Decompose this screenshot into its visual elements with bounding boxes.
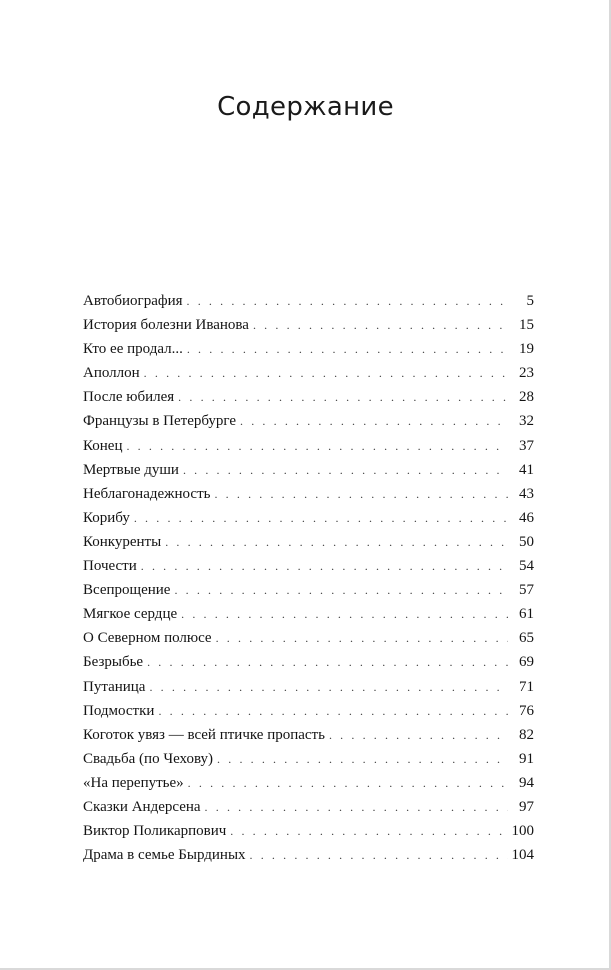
toc-dot-leader (216, 626, 508, 650)
toc-entry-title: Виктор Поликарпович (83, 823, 227, 840)
toc-dot-leader (205, 795, 508, 819)
toc-entry (83, 313, 534, 337)
toc-entry (83, 626, 534, 650)
toc-entry-page-number: 94 (519, 774, 534, 791)
toc-entry-page-number: 76 (519, 702, 534, 719)
toc-entry (83, 771, 534, 795)
toc-entry-title: Свадьба (по Чехову) (83, 750, 214, 767)
toc-dot-leader (183, 458, 508, 482)
toc-entry (83, 675, 534, 699)
toc-dot-leader (187, 289, 508, 313)
toc-entry-title: Почести (83, 558, 137, 575)
toc-dot-leader (329, 723, 508, 747)
toc-dot-leader (230, 819, 507, 843)
toc-entry-page-number: 23 (519, 365, 534, 382)
toc-entry-page-number: 19 (519, 341, 534, 358)
toc-entry-title: Аполлон (83, 365, 140, 382)
toc-entry-title: Мертвые души (83, 461, 179, 478)
toc-entry-title: Корибу (83, 509, 130, 526)
toc-dot-leader (217, 747, 508, 771)
toc-entry (83, 602, 534, 626)
toc-dot-leader (144, 361, 508, 385)
toc-entry-page-number: 28 (519, 389, 534, 406)
toc-entry-page-number: 100 (511, 823, 534, 840)
toc-entry-title: Драма в семье Бырдиных (83, 847, 246, 864)
toc-entry-page-number: 91 (519, 750, 534, 767)
toc-entry (83, 554, 534, 578)
toc-dot-leader (181, 602, 508, 626)
toc-entry-page-number: 50 (519, 533, 534, 550)
toc-entry-title: Конец (83, 437, 123, 454)
toc-entry-page-number: 5 (526, 293, 534, 309)
toc-entry-title: История болезни Иванова (83, 317, 249, 334)
toc-dot-leader (158, 699, 508, 723)
toc-entry (83, 506, 534, 530)
toc-entry (83, 819, 534, 843)
toc-entry (83, 409, 534, 433)
toc-entry-page-number: 43 (519, 485, 534, 502)
toc-dot-leader (214, 482, 508, 506)
toc-entry-page-number: 65 (519, 630, 534, 647)
toc-entry (83, 458, 534, 482)
toc-entry-title: Мягкое сердце (83, 606, 178, 623)
toc-dot-leader (147, 650, 508, 674)
toc-dot-leader (188, 771, 508, 795)
toc-entry-page-number: 61 (519, 606, 534, 623)
toc-entry-title: О Северном полюсе (83, 630, 212, 647)
toc-entry-title: Всепрощение (83, 582, 171, 599)
toc-entry (83, 385, 534, 409)
toc-entry-page-number: 32 (519, 413, 534, 430)
toc-entry-title: Коготок увяз — всей птичке пропасть (83, 726, 325, 743)
toc-entry-title: Безрыбье (83, 654, 144, 671)
toc-entry-title: Конкуренты (83, 533, 162, 550)
toc-dot-leader (250, 843, 508, 867)
toc-entry-title: «На перепутье» (83, 774, 184, 791)
toc-entry (83, 723, 534, 747)
toc-dot-leader (178, 385, 508, 409)
toc-entry-page-number: 46 (519, 509, 534, 526)
toc-entry-page-number: 15 (519, 317, 534, 334)
toc-entry-page-number: 57 (519, 582, 534, 599)
toc-entry-title: Автобиография (83, 293, 183, 309)
toc-entry-page-number: 37 (519, 437, 534, 454)
toc-entry (83, 530, 534, 554)
toc-entry-page-number: 82 (519, 726, 534, 743)
toc-dot-leader (253, 313, 508, 337)
toc-entry-page-number: 71 (519, 678, 534, 695)
toc-dot-leader (165, 530, 508, 554)
toc-entry (83, 650, 534, 674)
toc-dot-leader (174, 578, 508, 602)
toc-dot-leader (141, 554, 508, 578)
toc-entry (83, 434, 534, 458)
toc-entry (83, 843, 534, 867)
table-of-contents (83, 289, 534, 867)
toc-dot-leader (149, 675, 508, 699)
toc-entry-title: Подмостки (83, 702, 155, 719)
toc-entry-title: Кто ее продал... (83, 341, 183, 358)
page-title: Содержание (217, 92, 394, 122)
toc-entry (83, 337, 534, 361)
toc-entry-page-number: 69 (519, 654, 534, 671)
toc-dot-leader (126, 434, 508, 458)
toc-entry (83, 361, 534, 385)
toc-dot-leader (240, 409, 508, 433)
toc-entry-page-number: 54 (519, 558, 534, 575)
toc-dot-leader (187, 337, 508, 361)
toc-entry (83, 289, 534, 313)
toc-entry-title: Французы в Петербурге (83, 413, 237, 430)
toc-entry (83, 482, 534, 506)
toc-entry (83, 747, 534, 771)
toc-entry-page-number: 41 (519, 461, 534, 478)
toc-entry-page-number: 104 (511, 847, 534, 864)
toc-entry (83, 578, 534, 602)
toc-entry-title: После юбилея (83, 389, 175, 406)
toc-entry (83, 699, 534, 723)
toc-entry-title: Сказки Андерсена (83, 798, 201, 815)
toc-entry-title: Неблагонадежность (83, 485, 211, 502)
toc-dot-leader (134, 506, 508, 530)
toc-entry-page-number: 97 (519, 798, 534, 815)
toc-entry-title: Путаница (83, 678, 146, 695)
toc-entry (83, 795, 534, 819)
